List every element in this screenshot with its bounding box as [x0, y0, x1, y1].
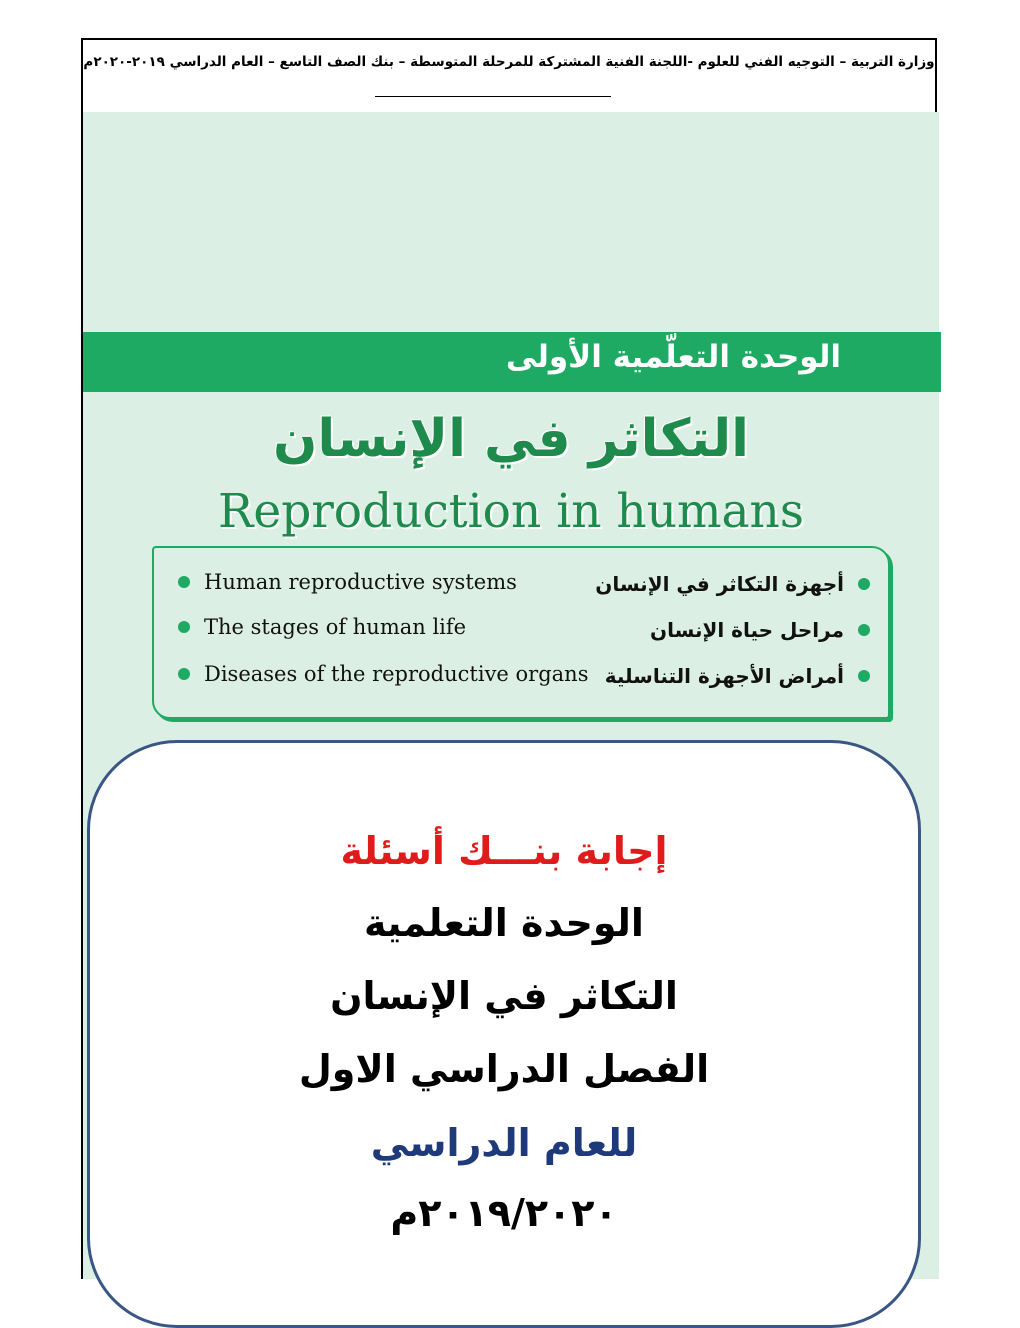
topic-line: التكاثر في الإنسان	[330, 974, 678, 1018]
answer-box	[87, 740, 921, 1328]
answer-bank-title: إجابة بنـــك أسئلة	[340, 829, 668, 873]
page-frame	[81, 38, 937, 1279]
bullet-icon	[178, 576, 190, 588]
semester-line: الفصل الدراسي الاول	[298, 1047, 710, 1091]
topic-ar-label: مراحل حياة الإنسان	[650, 618, 844, 642]
page-header: وزارة التربية – التوجيه الفني للعلوم -اللجنة الفنية المشتركة للمرحلة المتوسطة – بنك الصف التاسع – العام الدراسي ٢٠١٩-٢٠٢٠م	[83, 54, 935, 70]
topics-box	[152, 546, 890, 719]
topic-en-item	[178, 662, 588, 686]
bullet-icon	[858, 578, 870, 590]
topic-ar-item	[650, 618, 870, 642]
title-arabic: التكاثر في الإنسان	[273, 409, 749, 469]
unit-line: الوحدة التعلمية	[364, 901, 644, 945]
bullet-icon	[858, 624, 870, 636]
topic-ar-item	[605, 664, 870, 688]
header-underline	[375, 96, 611, 97]
title-english: Reproduction in humans	[218, 484, 804, 539]
unit-banner	[83, 332, 941, 392]
topic-en-item	[178, 615, 466, 639]
topic-en-label: The stages of human life	[204, 615, 467, 639]
bullet-icon	[178, 621, 190, 633]
topic-en-label: Diseases of the reproductive organs	[204, 662, 589, 686]
topic-ar-label: أمراض الأجهزة التناسلية	[604, 664, 844, 688]
academic-year-value: ٢٠١٩/٢٠٢٠م	[390, 1191, 618, 1235]
academic-year-label: للعام الدراسي	[370, 1121, 638, 1165]
topic-en-label: Human reproductive systems	[204, 570, 517, 594]
topic-ar-item	[595, 572, 870, 596]
unit-label: الوحدة التعلّمية الأولى	[505, 339, 841, 375]
cover-background	[83, 112, 939, 1279]
bullet-icon	[858, 670, 870, 682]
topic-ar-label: أجهزة التكاثر في الإنسان	[595, 572, 844, 596]
bullet-icon	[178, 668, 190, 680]
topic-en-item	[178, 570, 517, 594]
